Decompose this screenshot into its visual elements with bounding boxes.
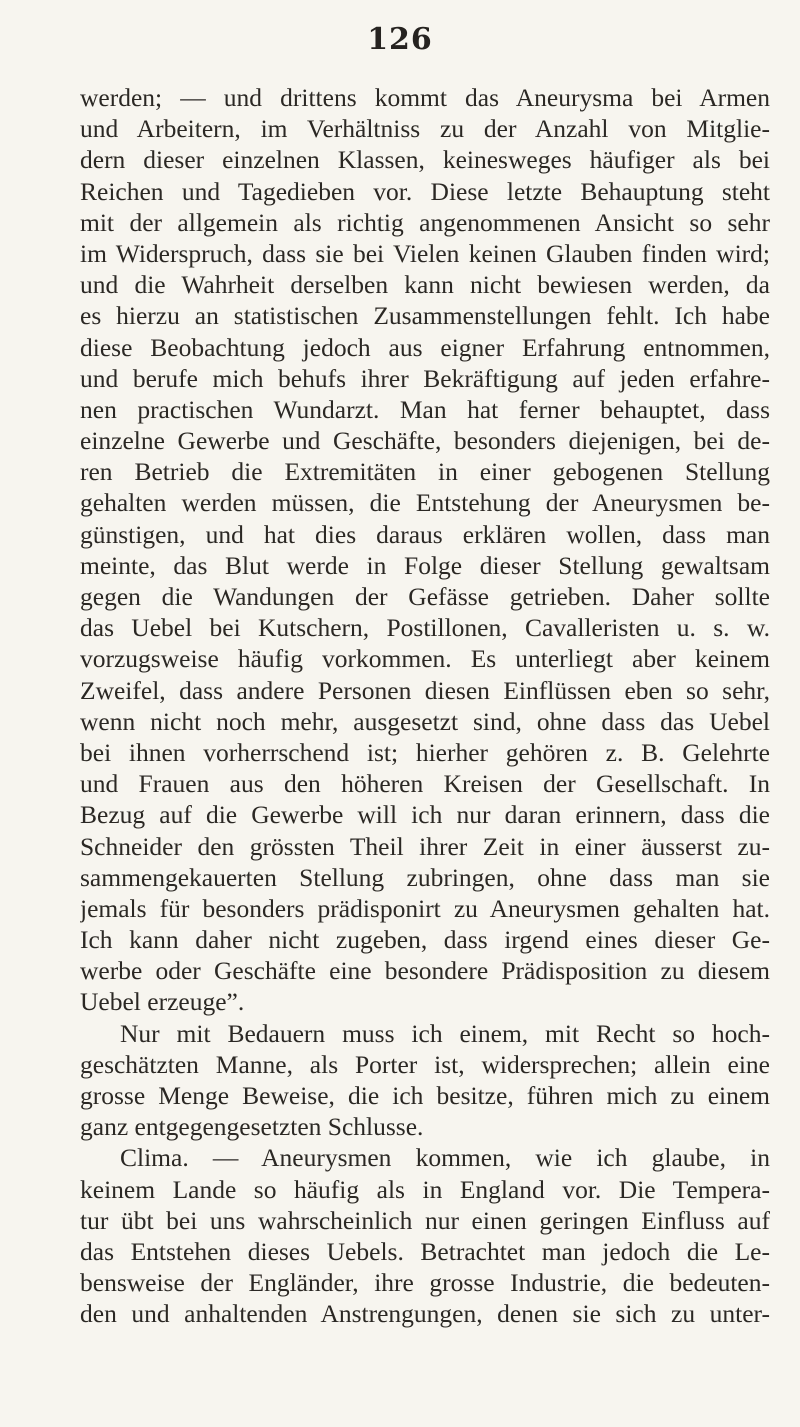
text-line: einzelne Gewerbe und Geschäfte, besonders diejenigen, bei de- [80, 426, 770, 456]
text-line: günstigen, und hat dies daraus erklären wollen, dass man [80, 519, 770, 549]
text-line: tur übt bei uns wahrscheinlich nur einen geringen Einfluss auf [80, 1205, 770, 1235]
text-line: Ich kann daher nicht zugeben, dass irgend eines dieser Ge- [80, 925, 770, 955]
text-line: das Uebel bei Kutschern, Postillonen, Cavalleristen u. s. w. [80, 613, 770, 643]
text-line: jemals für besonders prädisponirt zu Aneurysmen gehalten hat. [80, 893, 770, 923]
text-line: und Arbeitern, im Verhältniss zu der Anzahl von Mitglie- [80, 114, 770, 144]
text-line: und die Wahrheit derselben kann nicht bewiesen werden, da [80, 270, 770, 300]
text-line: gehalten werden müssen, die Entstehung der Aneurysmen be- [80, 488, 770, 518]
text-line: ganz entgegengesetzten Schlusse. [80, 1112, 424, 1142]
text-line: bei ihnen vorherrschend ist; hierher gehören z. B. Gelehrte [80, 737, 770, 767]
text-line: Schneider den grössten Theil ihrer Zeit in einer äusserst zu- [80, 831, 770, 861]
text-line: vorzugsweise häufig vorkommen. Es unterliegt aber keinem [80, 644, 770, 674]
text-line: meinte, das Blut werde in Folge dieser Stellung gewaltsam [80, 550, 770, 580]
text-line: und berufe mich behufs ihrer Bekräftigung auf jeden erfahre- [80, 363, 770, 393]
text-line: grosse Menge Beweise, die ich besitze, führen mich zu einem [80, 1081, 770, 1110]
body-text [80, 82, 770, 1330]
text-line: Zweifel, dass andere Personen diesen Einflüssen eben so sehr, [80, 675, 770, 705]
text-line: das Entstehen dieses Uebels. Betrachtet man jedoch die Le- [80, 1236, 770, 1266]
page-number: 126 [367, 22, 433, 57]
text-line: bensweise der Engländer, ihre grosse Industrie, die bedeuten- [80, 1268, 770, 1298]
text-line: es hierzu an statistischen Zusammenstellungen fehlt. Ich habe [80, 301, 770, 331]
text-line: diese Beobachtung jedoch aus eigner Erfahrung entnommen, [80, 332, 770, 362]
text-line: mit der allgemein als richtig angenommenen Ansicht so sehr [80, 207, 770, 237]
text-line: Uebel erzeuge”. [80, 987, 245, 1017]
text-line: gegen die Wandungen der Gefässe getrieben. Daher sollte [80, 582, 770, 611]
text-line: im Widerspruch, dass sie bei Vielen keinen Glauben finden wird; [80, 238, 770, 268]
text-line: werbe oder Geschäfte eine besondere Prädisposition zu diesem [80, 956, 770, 986]
text-line: ren Betrieb die Extremitäten in einer gebogenen Stellung [80, 457, 770, 487]
text-line: geschätzten Manne, als Porter ist, widersprechen; allein eine [80, 1049, 770, 1079]
text-line: Nur mit Bedauern muss ich einem, mit Recht so hoch- [120, 1018, 770, 1048]
text-line: Bezug auf die Gewerbe will ich nur daran erinnern, dass die [80, 800, 770, 830]
text-line: nen practischen Wundarzt. Man hat ferner behauptet, dass [80, 394, 770, 424]
text-line: dern dieser einzelnen Klassen, keinesweges häufiger als bei [80, 145, 770, 175]
text-line: Clima. — Aneurysmen kommen, wie ich glaube, in [120, 1143, 770, 1173]
text-line: sammengekauerten Stellung zubringen, ohne dass man sie [80, 862, 770, 892]
text-line: den und anhaltenden Anstrengungen, denen sie sich zu unter- [80, 1299, 770, 1329]
text-line: wenn nicht noch mehr, ausgesetzt sind, ohne dass das Uebel [80, 706, 770, 736]
text-line: und Frauen aus den höheren Kreisen der Gesellschaft. In [80, 769, 770, 799]
text-line: keinem Lande so häufig als in England vor. Die Tempera- [80, 1174, 770, 1204]
text-line: Reichen und Tagedieben vor. Diese letzte Behauptung steht [80, 176, 770, 206]
text-line: werden; — und drittens kommt das Aneurysma bei Armen [80, 83, 770, 112]
